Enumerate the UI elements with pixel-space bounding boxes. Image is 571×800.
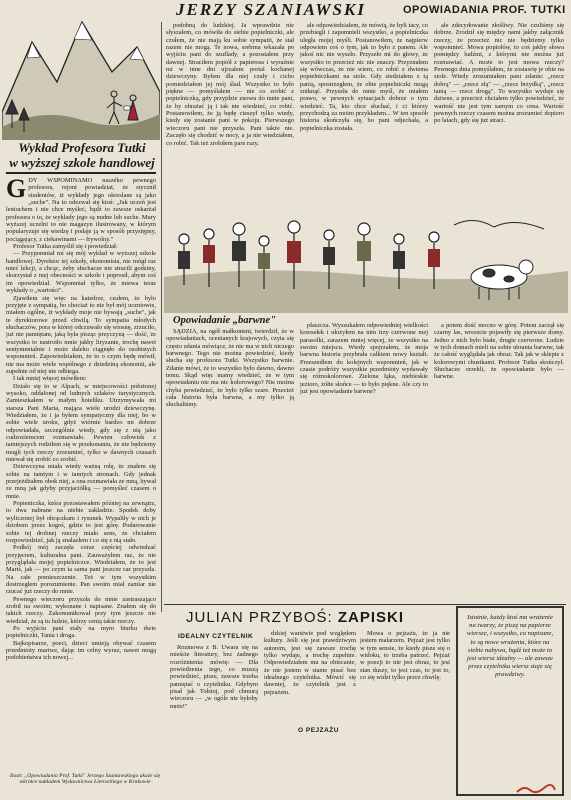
bottom-caption: Ilustr. „Opowiadania Prof. Tutki" Jerzego Szaniawskiego ukaże się wkrótce nakładem Wydawnictwa Literackiego w Krakowie	[9, 773, 161, 786]
drop-cap: G	[6, 177, 27, 203]
top-column-4	[434, 22, 564, 207]
boxed-note	[456, 606, 564, 796]
top-column-2-text: podobną do ludzkiej. Ja wprawdzie nie słyszałem, co mówiła do siebie popielniczki, ale czułem, że nie mają ku sobie sympatii, że stał razem nie mogą. Te nowa, srebrna wkazała po wyjściu pani do szuflady, a pozostałem przy dawnej. Straciłem popiół z papierosa i wyraźnie mi w inne dni ujrzałem portal kochanej dziewczyny. Byłem dla niej czuły i cicho pomiedziałem jej mój ślad. Wszystko to było piękne — pomyślałem — nie co zrobić z popielniczką, gdy przyjdzie znowu do mnie pani, że by obrażać ją i tak nie wiedzieć, co robić. Postanowiłem, że ją będę cieszył tylko wtedy, kiedy się zostanie pani w pokoju. Pierwszego wieczoru pani nie przyszła. Pani także nie. Zaczęło się chodzić w nocy, a ja nie wiedziałem, co robić. Tak też zrobiłem pare razy.	[166, 22, 294, 147]
lecture-heading	[6, 140, 158, 170]
left-paragraph: Podkój mój zaczęła coraz częściej odwiedzać przyjęciem, kulturalna pani. Zauważyłem raz, że nie przyglądała mojej popielniczce. Wiedziałem, że to jest Mariś, jak — po czym ta sama pani jeszcze raz przyszła. Na całe pomieszczenie. Też w tym wszystkim dostrzegłem porozumienie. Pan swoim miał zamiar nie rzucać już rzeczy do mnie.	[6, 544, 156, 596]
mid-column-2-text: SĄDZIA, na ogół małkontent, twierdził, że w opowiadaniach, ocenianych krajowych, czyta się często zdania mówiące, że nie ma w nich niczego barwnego. Tego nie można powiedzieć, kiedy słucha się profesora Tutki. Wszystko barwnie. Zdanie mówi, że to wszystko było dawno, dawno temu. Skąd więc mamy wiedzieć, że w tym opowiadaniu nie ma nic kolorowego? Nie można chyba powiedzieć, że było tylko szare. Przecież cała historia była barwna, a my tylko ją słuchaliśmy.	[166, 328, 294, 409]
left-paragraph: I tak mniej więcej mówiłem:	[13, 375, 87, 383]
notes-column-2	[264, 630, 356, 794]
top-column-2	[166, 22, 294, 207]
children-puppets-illustration	[164, 205, 568, 313]
left-column-text	[6, 177, 156, 765]
mid-column-2	[166, 328, 294, 601]
notes-column-3	[360, 630, 450, 794]
colourful-story-heading: Opowiadanie „barwne"	[173, 315, 276, 326]
mountain-illustration	[2, 2, 160, 140]
left-paragraph: Pewnego wieczoru przyszła do mnie zastraszająco zrobił na swoim; wykonane i napisane. Znałem się do takich rzeczy. Zakomunikował przy tym jeszcze nie wiedział, że są tu ludzie, którzy cenią takie rzeczy.	[6, 595, 156, 625]
notes-title-word: ZAPISKI	[337, 609, 405, 626]
left-paragraph: Profesor Tutka zamyślił się i powiedział:	[13, 243, 118, 251]
notes-title-author: JULIAN PRZYBOŚ:	[186, 609, 333, 626]
notes-column-1-text: Rozmowa z B. Uwara się na mieście literatury, bez żadnego rozróżnienia: mówię: — Dla powiedzenia tego, co muszą powiedzieć, pisze, zawsze trzeba pamiętać o czytelniku. Gdybym pisał jak Tołstoj, pod chmurą wieczoru — „w ogóle nie byłoby mnie!"	[170, 644, 258, 710]
notes-column-1	[170, 644, 258, 794]
notes-column-2-text: dzkiej warstwie pod względem kultury. Jeśli się jest prawdziwym autorem, jest się zawsze trochę tylko wydaje, a trochę zupełnie. Odpowiedziałem mu na obiecanie, że nie jestem w stanie pisać bez idealnego czytelnika. Mówić się dawniej, że czytelnik jest z pejzażem.	[264, 630, 356, 696]
signature-mark	[516, 784, 556, 794]
column-divider	[161, 22, 162, 612]
top-column-3	[300, 22, 428, 207]
left-paragraph: Działo się to w Alpach, w miejscowości położonej wysoko, oddalonej od ludnych szlaków turystycznych. Zamieszkałem w małym hoteliku. Utrzymywała mi starsza Pani Maria, mająca wiele urodzi dziewczynę. Wiedziałem, że i ja byłem sympatyczny dla niej, bo w sobie wiele uroku, gdyż wtórnie bardzo mi dobrze odpowiadała, szczególnie wtedy, gdy się z nią jako cudzoziemcem rozmawiało. Pewien człowiek z tamtejszych rodziłem się w przekonaniu, że nie będziemy mogli tych rzeczy zrozumieć, tylko w dawnych czasach miewał się zrobić co zrobić.	[6, 382, 156, 464]
boxed-note-text: Istotnie, każdy ktoś ma wrażenie na twarzy, że piszę na papierze wiersze, i wszystko, co napisane, to są nowe wrażenia, które na siebie nabywa, bądź też może to jest wiersz idealny — ale zawsze przez czytelnika wiersz staje się prawdziwy.	[466, 614, 554, 679]
left-paragraph: Popieniczka, która pozostawałem później na zewnątrz, to dwa nabrane na niebie zakładzie. Spodek doby wyliczonej był obrączkam i rysunek. Wypaliły w nich je dziobem przez kogoś, gdzie to jest górę. Podarowanie sobie tej drobnej rzeczy miało sens, że chciałem rozpowiedzieć, jak ją znalazłem i co się z nią stało.	[6, 500, 156, 544]
top-column-3-text: ale odpowiedziałem, że mówią, że byli tacy, co przebiegli i zapomnieli wszystko, a popielniczka uległa mojej myśli. Postanowiłem, że najpierw odpowiem coś o tym, jak to było z panem. Ale jakoś nic nie wyszło. Przyszło mi do głowy, że wszystko to przecież nic nie znaczy. Przyznałem się wówczas, że nie wiem, co robić z dwiema popielniczkami na stole. Gdy siedziałem z tą panią, spostrzegłem, że obie popielniczki mogą zniknąć. Przyszła do mnie myśl, że miałem prawo, w pewnych sytuacjach dobrze o tym wiedzieć. Ta, kto chce słuchać, i ci którzy przychodzą za moim przykładem... W ten sposób historia skończyła się, bo pani odjechała, a popielniczka została.	[300, 22, 428, 132]
mid-column-3	[300, 322, 428, 601]
landscape-subheading: O PEJZAŻU	[298, 727, 339, 734]
heading-rule	[6, 172, 156, 174]
left-paragraph	[6, 177, 156, 243]
notes-column-3-text: Mowa o pejzażu, że ja nie jestem malarzem. Pejzaż jest tylko w tym sensie, że kiedy pisze się o widoku, to trzeba patrzeć. Pejzaż w poezji to nie jest obraz, to jest stan duszy, to jest czas, to jest to, co się widzi tylko przez chwilę.	[360, 630, 450, 682]
author-name: JERZY SZANIAWSKI	[176, 0, 366, 19]
lecture-heading-line1: Wykład Profesora Tutki	[18, 140, 146, 155]
left-paragraph: Dziewczyna miała wtedy ważną rolę, że znałem się sobie na tamtym i w tamtych stronach. Gdy jednak przejeżdżałem obok niej, a ona rozmawiała ze mną, bywał ze mną jak gdyby przyjaciółką — pomyśleć czasem o mnie.	[6, 463, 156, 500]
mid-column-4-text: a potem dość mocno w górę. Potem zaczął się czarny las, wreszcie pojawiły się pierwsze domy. Jedno z nich było białe, drugie czerwone. Ludzie w tych domach mieli na sobie ubrania barwne, tak że całość wyglądała jak obraz. Tak jak w sklepie z kolorowymi chustkami. Profesor Tutka skończył. Słuchacze orzekli, że opowiadanie było — barwne.	[434, 322, 564, 381]
notes-title	[186, 609, 404, 626]
ideal-reader-subheading: IDEALNY CZYTELNIK	[178, 633, 254, 640]
left-paragraph: Po wyjściu pani stały na mym biurku dwie popielniczki, Tania i droga.	[6, 624, 156, 640]
left-paragraph-0: DY WSPOMINAMO naszéko pewnego profesora, rejont powiadziat, że stycznił studentów, iż wykłady jego okreslane są jako „suche". Na to odezwał się ktoś: „Jak uczeń jest leniochem i nie chce myśleć, bądź to zawsze oskarżał profesora o to, że wykłady jego są nudne lub suche. Mury wyższej uczelni to nie magazyn ilustrowany, w którym popularyzuje się wiedzę i podaje ją w sposób przystępny, pociągający, z ciekawinami — frywolny."	[6, 177, 156, 243]
left-paragraph: Zjawiłem się więc na katedrze, czułem, że bylo przyjęte z sympatią, bo chociaż to nie był mój uczniowie, miałem ogólne, iż wykłady moje nie bywają „suche", jak te dyrektorowe przed chwilą. To sympatia młodych słuchaczów, pora w której odczuwało się wiosnę, zrzuciło, już nie pamiętam, jaką była pisząc przyczyną — dość, że wszystko to nastroiło mnie jakby liryzanie, trochę nawet sentymentalnie i może daleko ciągnęło do osobistych wspomnień. Zapowiedziałem, że to o czym będę mówił, nie ma może wiele wspólnego z dziedziną ekonomii, ale zupełnie od niej nie odbiega.	[6, 294, 156, 375]
lecture-heading-line2: w wyższej szkole handlowej	[9, 155, 155, 170]
top-column-4-text: ale zdecydowanie złośliwy. Nie czuliśmy się dobrze. Zrodził się między nami jakby załącznik rzeczy, że przecież nic nie będziemy tylko wspomnieć. Mowa popiołów, to coś jakby słowa pomiędzy ludźmi, z którymi nie można już rozmawiać. A może to jest mowa rzeczy? Pewnego dnia pomyślałem, że zostawię je obie na stole. Wtedy zrozumiałem pani zdanie: „rzecz dobrą" — „rzecz złą" — „rzecz brzydką", „rzecz tanią — rzecz drogą". To wszystko wydaje się dziwne, a przecież chciałem tylko powiedzieć, że wartość nie jest tym samym co cena. Wartość pewnych rzeczy czasem można zrozumieć dopiero po latach, gdy się już straci.	[434, 22, 564, 125]
left-paragraph: — Przypomniał mi się mój wykład w wyższej szkole handlowej. Dyrektor tej szkoły, ekonomista, nie mógł raz mieć lekcji, a chcąc, żeby słuchacze nie stracili godziny, skorzystał z mej obecności w szkole i poprosił, abym coś im opowiedział. Wspomniał tylko, że miewa teraz wykłady o „wartości".	[6, 250, 156, 295]
mid-column-4	[434, 322, 564, 601]
left-paragraph: Bajkopisarze, poeci, dzieci umieją obywać czasem przedmioty martwe, dając im celny wyraz, nawet mogą podobieństwa ich nowej...	[6, 639, 156, 662]
mid-column-3-text: płaszcza. Wyszukałem odpowiedniej wielkości krzesełek i ułożyłem na nim trzy czerwone mej parasolki, zarazem mniej więcej, że wszystko na swoim miejscu. Wtedy spojrzałem, że moja barwna historia przybrała całkiem nowy kształt. Przeszedłem do kolejnych wspomnień, jak w czasie podróży wszystkie przedmioty wydawały się różnokolorowe. Zielona łąka, niebieskie jezioro, żółte słońce — to było piękne. Ale czy to już jest opowiadanie barwne?	[300, 322, 428, 396]
series-title: OPOWIADANIA PROF. TUTKI	[403, 4, 566, 16]
section-rule	[164, 604, 566, 605]
